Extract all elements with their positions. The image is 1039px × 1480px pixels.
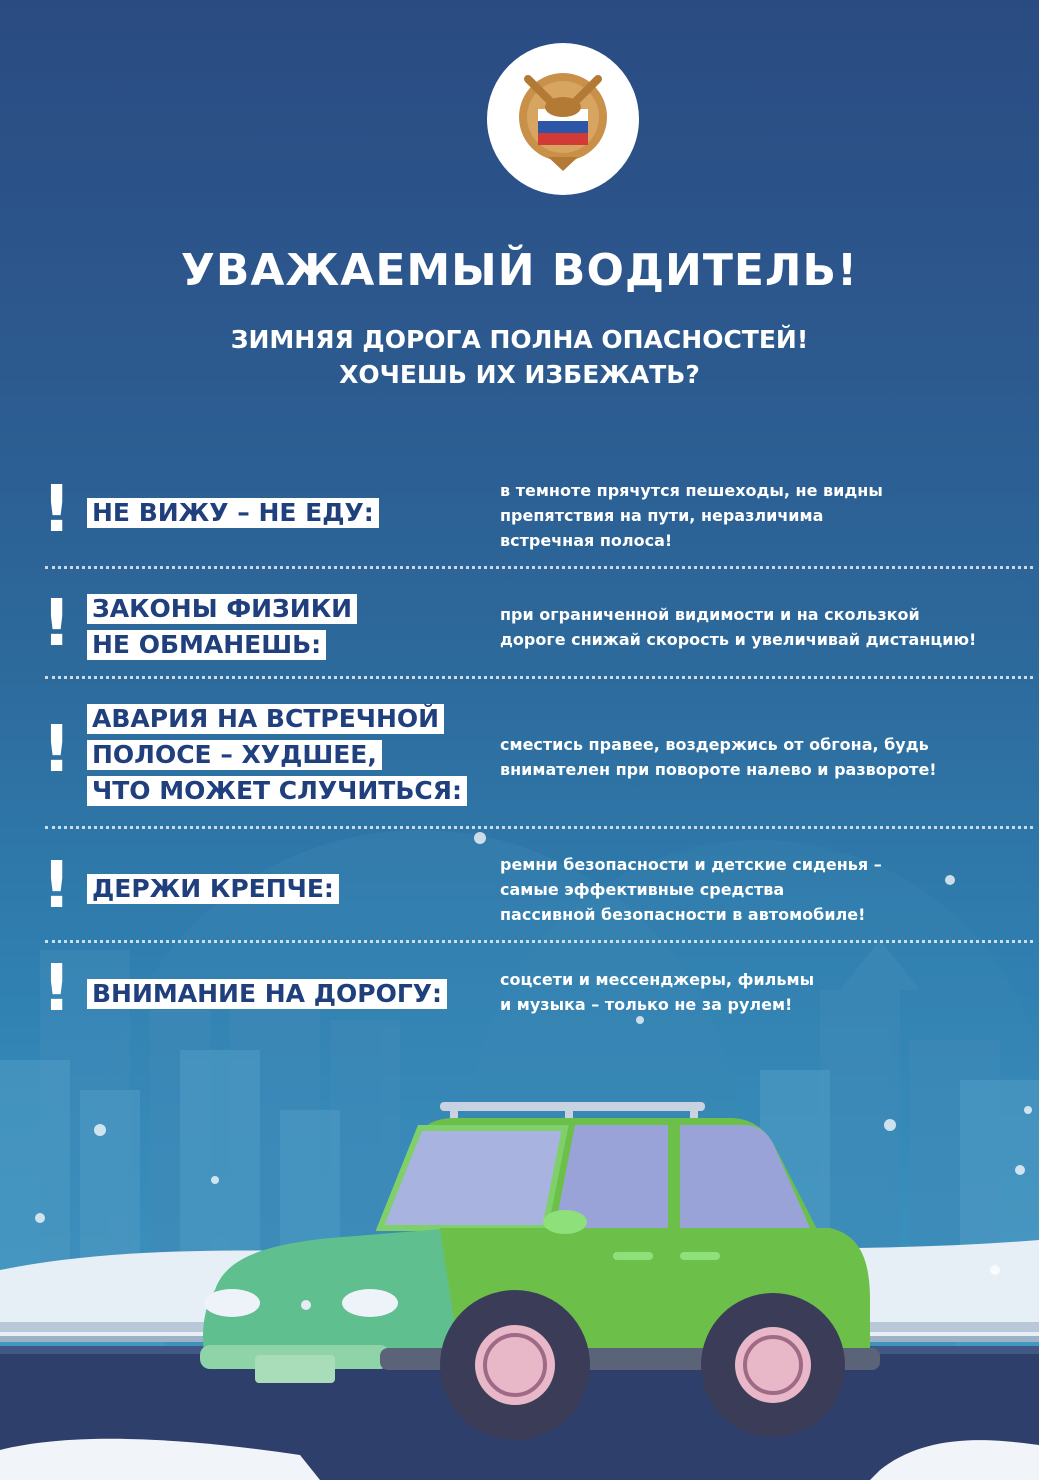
dotted-separator — [45, 676, 1033, 679]
subtitle-line: ЗИМНЯЯ ДОРОГА ПОЛНА ОПАСНОСТЕЙ! — [230, 325, 809, 354]
page-title: УВАЖАЕМЫЙ ВОДИТЕЛЬ! — [180, 245, 859, 296]
tip-description-line: пассивной безопасности в автомобиле! — [500, 905, 866, 924]
tip-description — [500, 967, 1030, 1017]
tip-label-line: ЧТО МОЖЕТ СЛУЧИТЬСЯ: — [87, 776, 467, 806]
tip-description-line: самые эффективные средства — [500, 880, 785, 899]
tip-description-line: при ограниченной видимости и на скользкой — [500, 605, 920, 624]
tip-description — [500, 602, 1030, 652]
tip-description-line: внимателен при повороте налево и развороте! — [500, 760, 937, 779]
traffic-police-emblem-icon — [508, 59, 618, 179]
tip-description — [500, 478, 1030, 553]
tip-label-line: ПОЛОСЕ – ХУДШЕЕ, — [87, 740, 382, 770]
tip-label-line: НЕ ВИЖУ – НЕ ЕДУ: — [87, 498, 379, 528]
tip-label — [87, 498, 379, 534]
tip-label-line: АВАРИЯ НА ВСТРЕЧНОЙ — [87, 704, 444, 734]
tip-label-line: ВНИМАНИЕ НА ДОРОГУ: — [87, 979, 447, 1009]
tip-description-line: и музыка – только не за рулем! — [500, 995, 793, 1014]
exclamation-icon: ! — [42, 587, 72, 661]
exclamation-icon: ! — [42, 952, 72, 1026]
emblem-badge — [487, 43, 639, 195]
page-subtitle — [0, 322, 1039, 392]
tip-label-line: ДЕРЖИ КРЕПЧЕ: — [87, 874, 339, 904]
exclamation-icon: ! — [42, 849, 72, 923]
tip-label — [87, 594, 357, 666]
tip-description-line: соцсети и мессенджеры, фильмы — [500, 970, 815, 989]
tip-description-line: сместись правее, воздержись от обгона, будь — [500, 735, 929, 754]
dotted-separator — [45, 826, 1033, 829]
tip-label — [87, 979, 447, 1015]
tip-description — [500, 852, 1030, 927]
exclamation-icon: ! — [42, 713, 72, 787]
dotted-separator — [45, 566, 1033, 569]
tip-description-line: препятствия на пути, неразличима — [500, 506, 824, 525]
tip-description-line: в темноте прячутся пешеходы, не видны — [500, 481, 883, 500]
tip-label-line: ЗАКОНЫ ФИЗИКИ — [87, 594, 357, 624]
tip-description-line: дороге снижай скорость и увеличивай дистанцию! — [500, 630, 977, 649]
tip-label-line: НЕ ОБМАНЕШЬ: — [87, 630, 326, 660]
exclamation-icon: ! — [42, 473, 72, 547]
subtitle-line: ХОЧЕШЬ ИХ ИЗБЕЖАТЬ? — [339, 360, 700, 389]
tip-description-line: ремни безопасности и детские сиденья – — [500, 855, 882, 874]
tip-label — [87, 704, 467, 812]
tip-description-line: встречная полоса! — [500, 531, 673, 550]
tip-description — [500, 732, 1030, 782]
dotted-separator — [45, 940, 1033, 943]
tip-label — [87, 874, 339, 910]
